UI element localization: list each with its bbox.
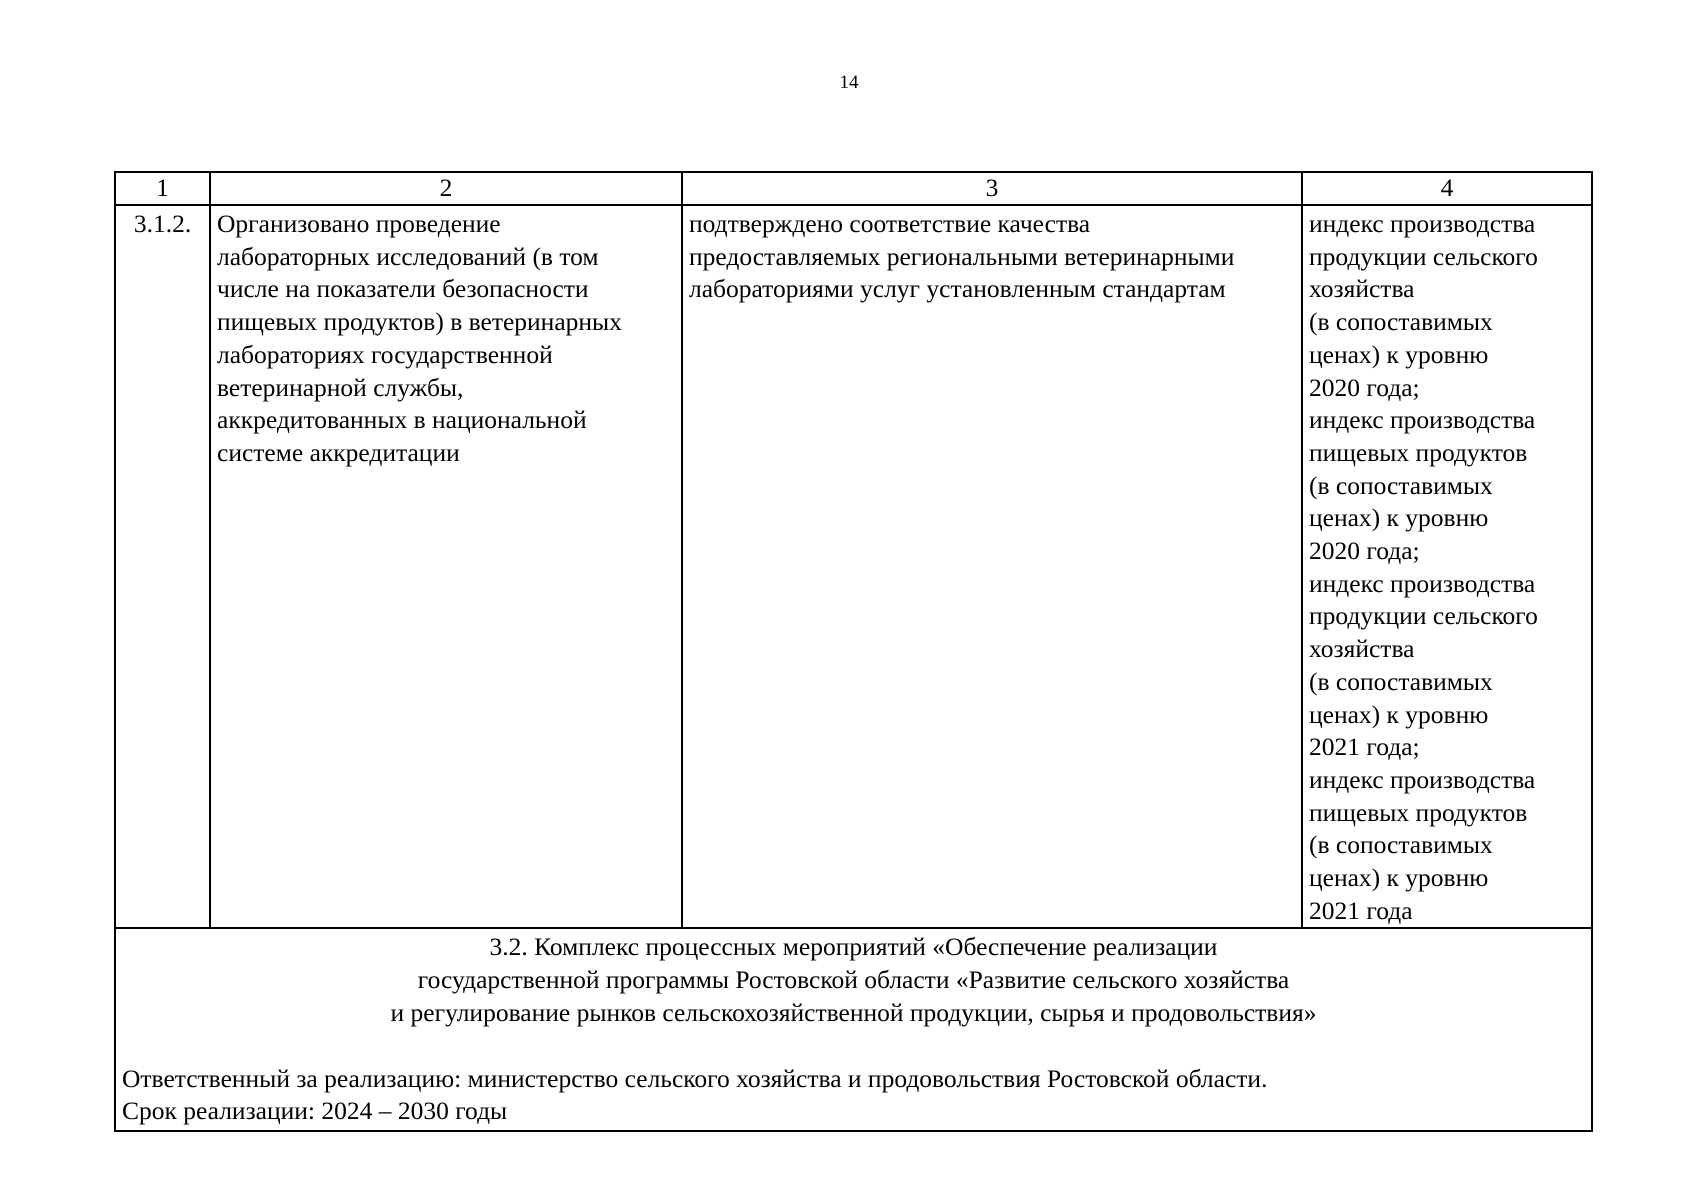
indicator-line: ценах) к уровню — [1309, 699, 1489, 729]
indicator-line: (в сопоставимых — [1309, 666, 1493, 696]
indicator-line: (в сопоставимых — [1309, 830, 1493, 860]
indicator-line: 2020 года; — [1309, 536, 1420, 566]
section-title-line: государственной программы Ростовской области «Развитие сельского хозяйства — [417, 965, 1290, 995]
indicator-line: 2021 года — [1309, 895, 1413, 925]
result-line: подтверждено соответствие качества — [689, 209, 1091, 238]
row-number: 3.1.2. — [115, 205, 210, 928]
result-line: лабораториями услуг установленным стандартам — [689, 274, 1226, 304]
measures-table — [114, 171, 1593, 1132]
column-number-2: 2 — [210, 172, 682, 205]
indicator-line: продукции сельского — [1309, 601, 1538, 631]
event-name-cell — [210, 205, 682, 928]
indicator-line: ценах) к уровню — [1309, 339, 1489, 369]
column-number-3: 3 — [682, 172, 1302, 205]
result-cell — [682, 205, 1302, 928]
indicator-line: индекс производства — [1309, 568, 1536, 598]
section-title-line: и регулирование рынков сельскохозяйственной продукции, сырья и продовольствия» — [390, 997, 1317, 1027]
indicator-line: пищевых продуктов — [1309, 797, 1528, 827]
event-line: системе аккредитации — [217, 437, 460, 467]
indicator-line: индекс производства — [1309, 405, 1536, 435]
section-meta — [122, 1063, 1585, 1128]
section-spacer — [122, 1030, 1585, 1063]
section-title — [122, 931, 1585, 1029]
responsible-text: Ответственный за реализацию: министерство сельского хозяйства и продовольствия Ростовской области. — [122, 1063, 1268, 1093]
indicator-line: индекс производства — [1309, 764, 1536, 794]
indicator-line: (в сопоставимых — [1309, 307, 1493, 337]
column-number-1: 1 — [115, 172, 210, 205]
result-line: предоставляемых региональными ветеринарными — [689, 241, 1235, 271]
indicator-line: ценах) к уровню — [1309, 863, 1489, 893]
column-number-4: 4 — [1302, 172, 1592, 205]
event-line: Организовано проведение — [217, 209, 501, 238]
event-line: ветеринарной службы, — [217, 372, 464, 402]
section-row — [115, 928, 1592, 1131]
indicator-line: пищевых продуктов — [1309, 437, 1528, 467]
indicator-line: хозяйства — [1309, 274, 1415, 304]
indicator-line: 2020 года; — [1309, 372, 1420, 402]
indicator-line: хозяйства — [1309, 634, 1415, 664]
indicator-line: 2021 года; — [1309, 732, 1420, 762]
section-cell — [115, 928, 1592, 1131]
indicator-line: (в сопоставимых — [1309, 470, 1493, 500]
indicator-line: индекс производства — [1309, 209, 1536, 238]
section-title-line: 3.2. Комплекс процессных мероприятий «Обеспечение реализации — [489, 932, 1218, 962]
indicator-cell — [1302, 205, 1592, 928]
event-line: числе на показатели безопасности — [217, 274, 589, 304]
indicator-line: продукции сельского — [1309, 241, 1538, 271]
table-header-row — [115, 172, 1592, 205]
event-line: лабораторных исследований (в том — [217, 241, 599, 271]
event-line: пищевых продуктов) в ветеринарных — [217, 307, 622, 337]
event-line: аккредитованных в национальной — [217, 405, 587, 435]
event-line: лабораториях государственной — [217, 339, 553, 369]
term-text: Срок реализации: 2024 – 2030 годы — [122, 1096, 508, 1126]
indicator-line: ценах) к уровню — [1309, 503, 1489, 533]
page-number: 14 — [839, 72, 859, 93]
table-row — [115, 205, 1592, 928]
